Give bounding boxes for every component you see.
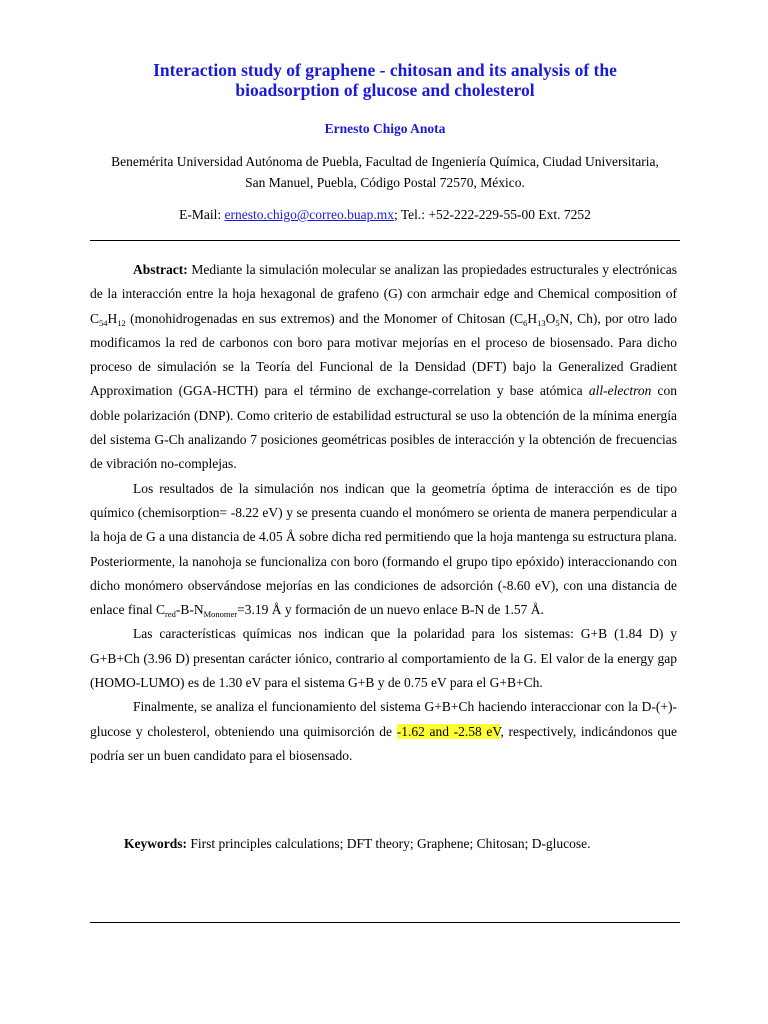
- subscript: 12: [117, 317, 126, 328]
- abstract-paragraph-1: [90, 258, 677, 477]
- text-run: N, Ch), por otro lado modificamos la red de carbonos con boro para motivar mejorías en el proceso de biosensado. Para dicho proceso de simulación se la Teoría del Funcional de la Densidad (DFT) bajo la Generalized Gradient Approximation (GGA-HCTH) para el término de exchange-correlation y base atómica: [90, 310, 677, 399]
- subscript: 5: [555, 317, 560, 328]
- text-run: con doble polarización (DNP). Como criterio de estabilidad estructural se uso la obtención de la mínima energía del sistema G-Ch analizando 7 posiciones geométricas posibles de interacción y la obtención de frecuencias de vibración no-complejas.: [90, 383, 677, 472]
- abstract-label: Abstract:: [133, 262, 188, 277]
- text-run: -B-N: [175, 602, 204, 618]
- subscript: Monomer: [203, 609, 238, 620]
- top-divider: [90, 240, 680, 241]
- keywords: [124, 836, 591, 852]
- text-run: H: [527, 310, 538, 326]
- title-line-2: bioadsorption of glucose and cholesterol: [235, 80, 535, 100]
- text-run: O: [545, 310, 556, 326]
- abstract-paragraph-4: [90, 695, 677, 768]
- subscript: 6: [523, 317, 528, 328]
- paper-title: [90, 60, 680, 100]
- highlighted-values: -1.62 and -2.58 eV: [396, 723, 501, 739]
- affiliation-line-1: Benemérita Universidad Autónoma de Puebla, Facultad de Ingeniería Química, Ciudad Universitaria,: [111, 154, 659, 169]
- phone-text: ; Tel.: +52-222-229-55-00 Ext. 7252: [393, 207, 591, 222]
- abstract: [90, 258, 677, 768]
- email-link[interactable]: ernesto.chigo@correo.buap.mx: [224, 207, 394, 222]
- email-label: E-Mail:: [179, 207, 225, 222]
- title-line-1: Interaction study of graphene - chitosan and its analysis of the: [153, 60, 617, 80]
- italic-term: all-electron: [588, 383, 652, 399]
- affiliation-line-2: San Manuel, Puebla, Código Postal 72570, México.: [245, 175, 525, 190]
- text-run: H: [107, 310, 118, 326]
- text-run: , respectively, indicándonos que podría ser un buen candidato para el biosensado.: [90, 723, 678, 763]
- keywords-label: Keywords:: [124, 836, 187, 851]
- keywords-text: First principles calculations; DFT theory; Graphene; Chitosan; D-glucose.: [187, 836, 591, 851]
- text-run: Mediante la simulación molecular se analizan las propiedades estructurales y electrónicas de la interacción entre la hoja hexagonal de grafeno (G) con armchair edge and Chemical composition of C: [90, 262, 677, 326]
- author-name: Ernesto Chigo Anota: [324, 121, 446, 136]
- contact-line: [90, 207, 680, 223]
- affiliation: [90, 151, 680, 193]
- text-run: =3.19 Å y formación de un nuevo enlace B-N de 1.57 Å.: [237, 602, 544, 618]
- text-run: Los resultados de la simulación nos indican que la geometría óptima de interacción es de tipo químico (chemisorption= -8.22 eV) y se presenta cuando el monómero se orienta de manera perpendicular a la hoja de G a una distancia de 4.05 Å sobre dicha red permitiendo que la hoja mantenga su estructura plana. Posteriormente, la nanohoja se funcionaliza con boro (formando el grupo tipo epóxido) interaccionando con dicho monómero observándose mejorías en las condiciones de adsorción (-8.60 eV), con una distancia de enlace final C: [90, 480, 677, 618]
- subscript: red: [164, 609, 176, 620]
- bottom-divider: [90, 922, 680, 923]
- text-run: (monohidrogenadas en sus extremos) and the Monomer of Chitosan (C: [125, 310, 524, 326]
- text-run: Finalmente, se analiza el funcionamiento del sistema G+B+Ch haciendo interaccionar con la D-(+)-glucose y cholesterol, obteniendo una quimisorción de: [90, 699, 677, 739]
- abstract-paragraph-2: [90, 477, 677, 623]
- abstract-paragraph-3: Las características químicas nos indican que la polaridad para los sistemas: G+B (1.84 D) y G+B+Ch (3.96 D) presentan carácter iónico, contrario al comportamiento de la G. El valor de la energy gap (HOMO-LUMO) es de 1.30 eV para el sistema G+B y de 0.75 eV para el G+B+Ch.: [90, 626, 677, 691]
- subscript: 54: [99, 317, 108, 328]
- subscript: 13: [537, 317, 546, 328]
